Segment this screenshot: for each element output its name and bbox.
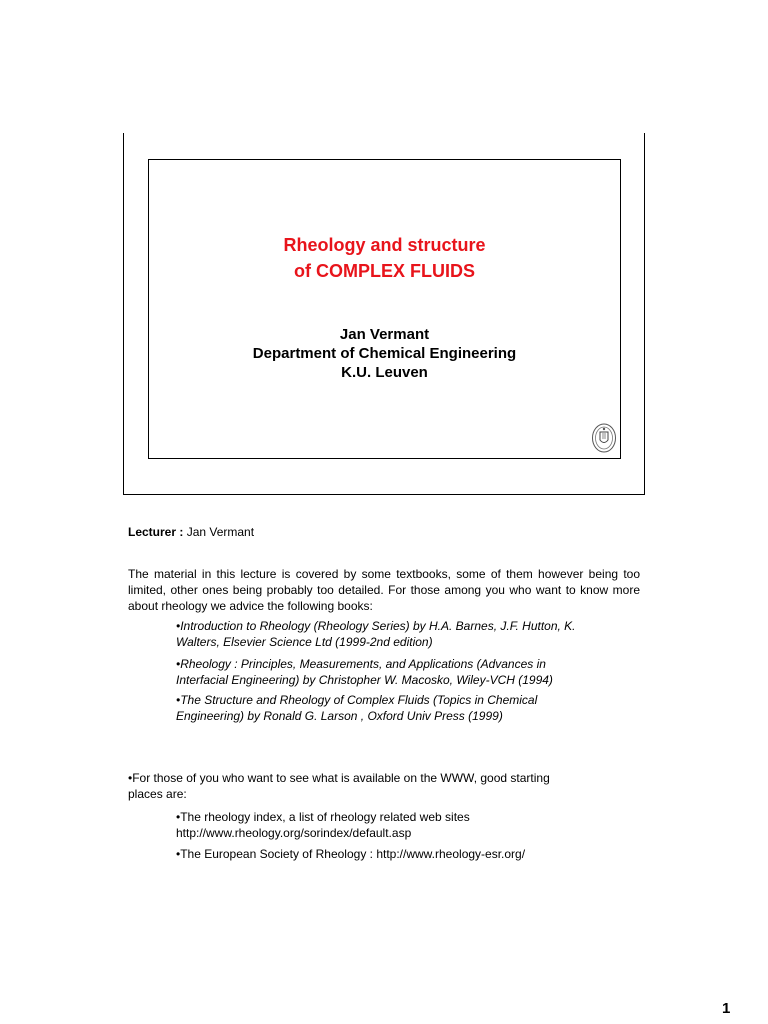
page-number: 1 <box>722 1000 731 1017</box>
book-line2: Engineering) by Ronald G. Larson , Oxford Univ Press (1999) <box>176 709 503 723</box>
book-item <box>176 656 636 688</box>
book-line1: •Rheology : Principles, Measurements, and Applications (Advances in <box>176 657 546 671</box>
link-description: •The rheology index, a list of rheology related web sites <box>176 810 470 824</box>
department: Department of Chemical Engineering <box>252 345 517 362</box>
slide-title-line2: of COMPLEX FLUIDS <box>294 261 475 281</box>
link-item <box>176 809 636 841</box>
university: K.U. Leuven <box>341 364 428 381</box>
link-description[interactable]: •The European Society of Rheology : http://www.rheology-esr.org/ <box>176 847 526 861</box>
intro-paragraph: The material in this lecture is covered by some textbooks, some of them however being too limited, other ones being probably too detailed. For those among you who want to know more about rheology we advice the following books: <box>128 567 640 613</box>
slide-author-block <box>148 325 621 382</box>
book-line2: Interfacial Engineering) by Christopher W. Macosko, Wiley-VCH (1994) <box>176 673 553 687</box>
book-line1: •The Structure and Rheology of Complex Fluids (Topics in Chemical <box>176 693 538 707</box>
slide-title <box>148 232 621 284</box>
slide-title-line1: Rheology and structure <box>283 235 486 255</box>
book-line1: •Introduction to Rheology (Rheology Series) by H.A. Barnes, J.F. Hutton, K. <box>176 619 576 633</box>
link-item[interactable] <box>176 846 636 862</box>
lecturer-name: Jan Vermant <box>183 525 255 539</box>
book-item <box>176 618 636 650</box>
university-seal-icon <box>591 423 617 453</box>
www-intro-line2: places are: <box>128 787 187 801</box>
link-url[interactable]: http://www.rheology.org/sorindex/default.asp <box>176 826 412 840</box>
slide-box <box>148 159 621 459</box>
lecturer-label: Lecturer : <box>128 525 184 539</box>
lecturer-line <box>128 524 640 540</box>
book-item <box>176 692 636 724</box>
author-name: Jan Vermant <box>339 326 430 343</box>
www-intro-line1: •For those of you who want to see what is available on the WWW, good starting <box>128 771 550 785</box>
book-line2: Walters, Elsevier Science Ltd (1999-2nd edition) <box>176 635 433 649</box>
www-intro <box>128 770 640 802</box>
